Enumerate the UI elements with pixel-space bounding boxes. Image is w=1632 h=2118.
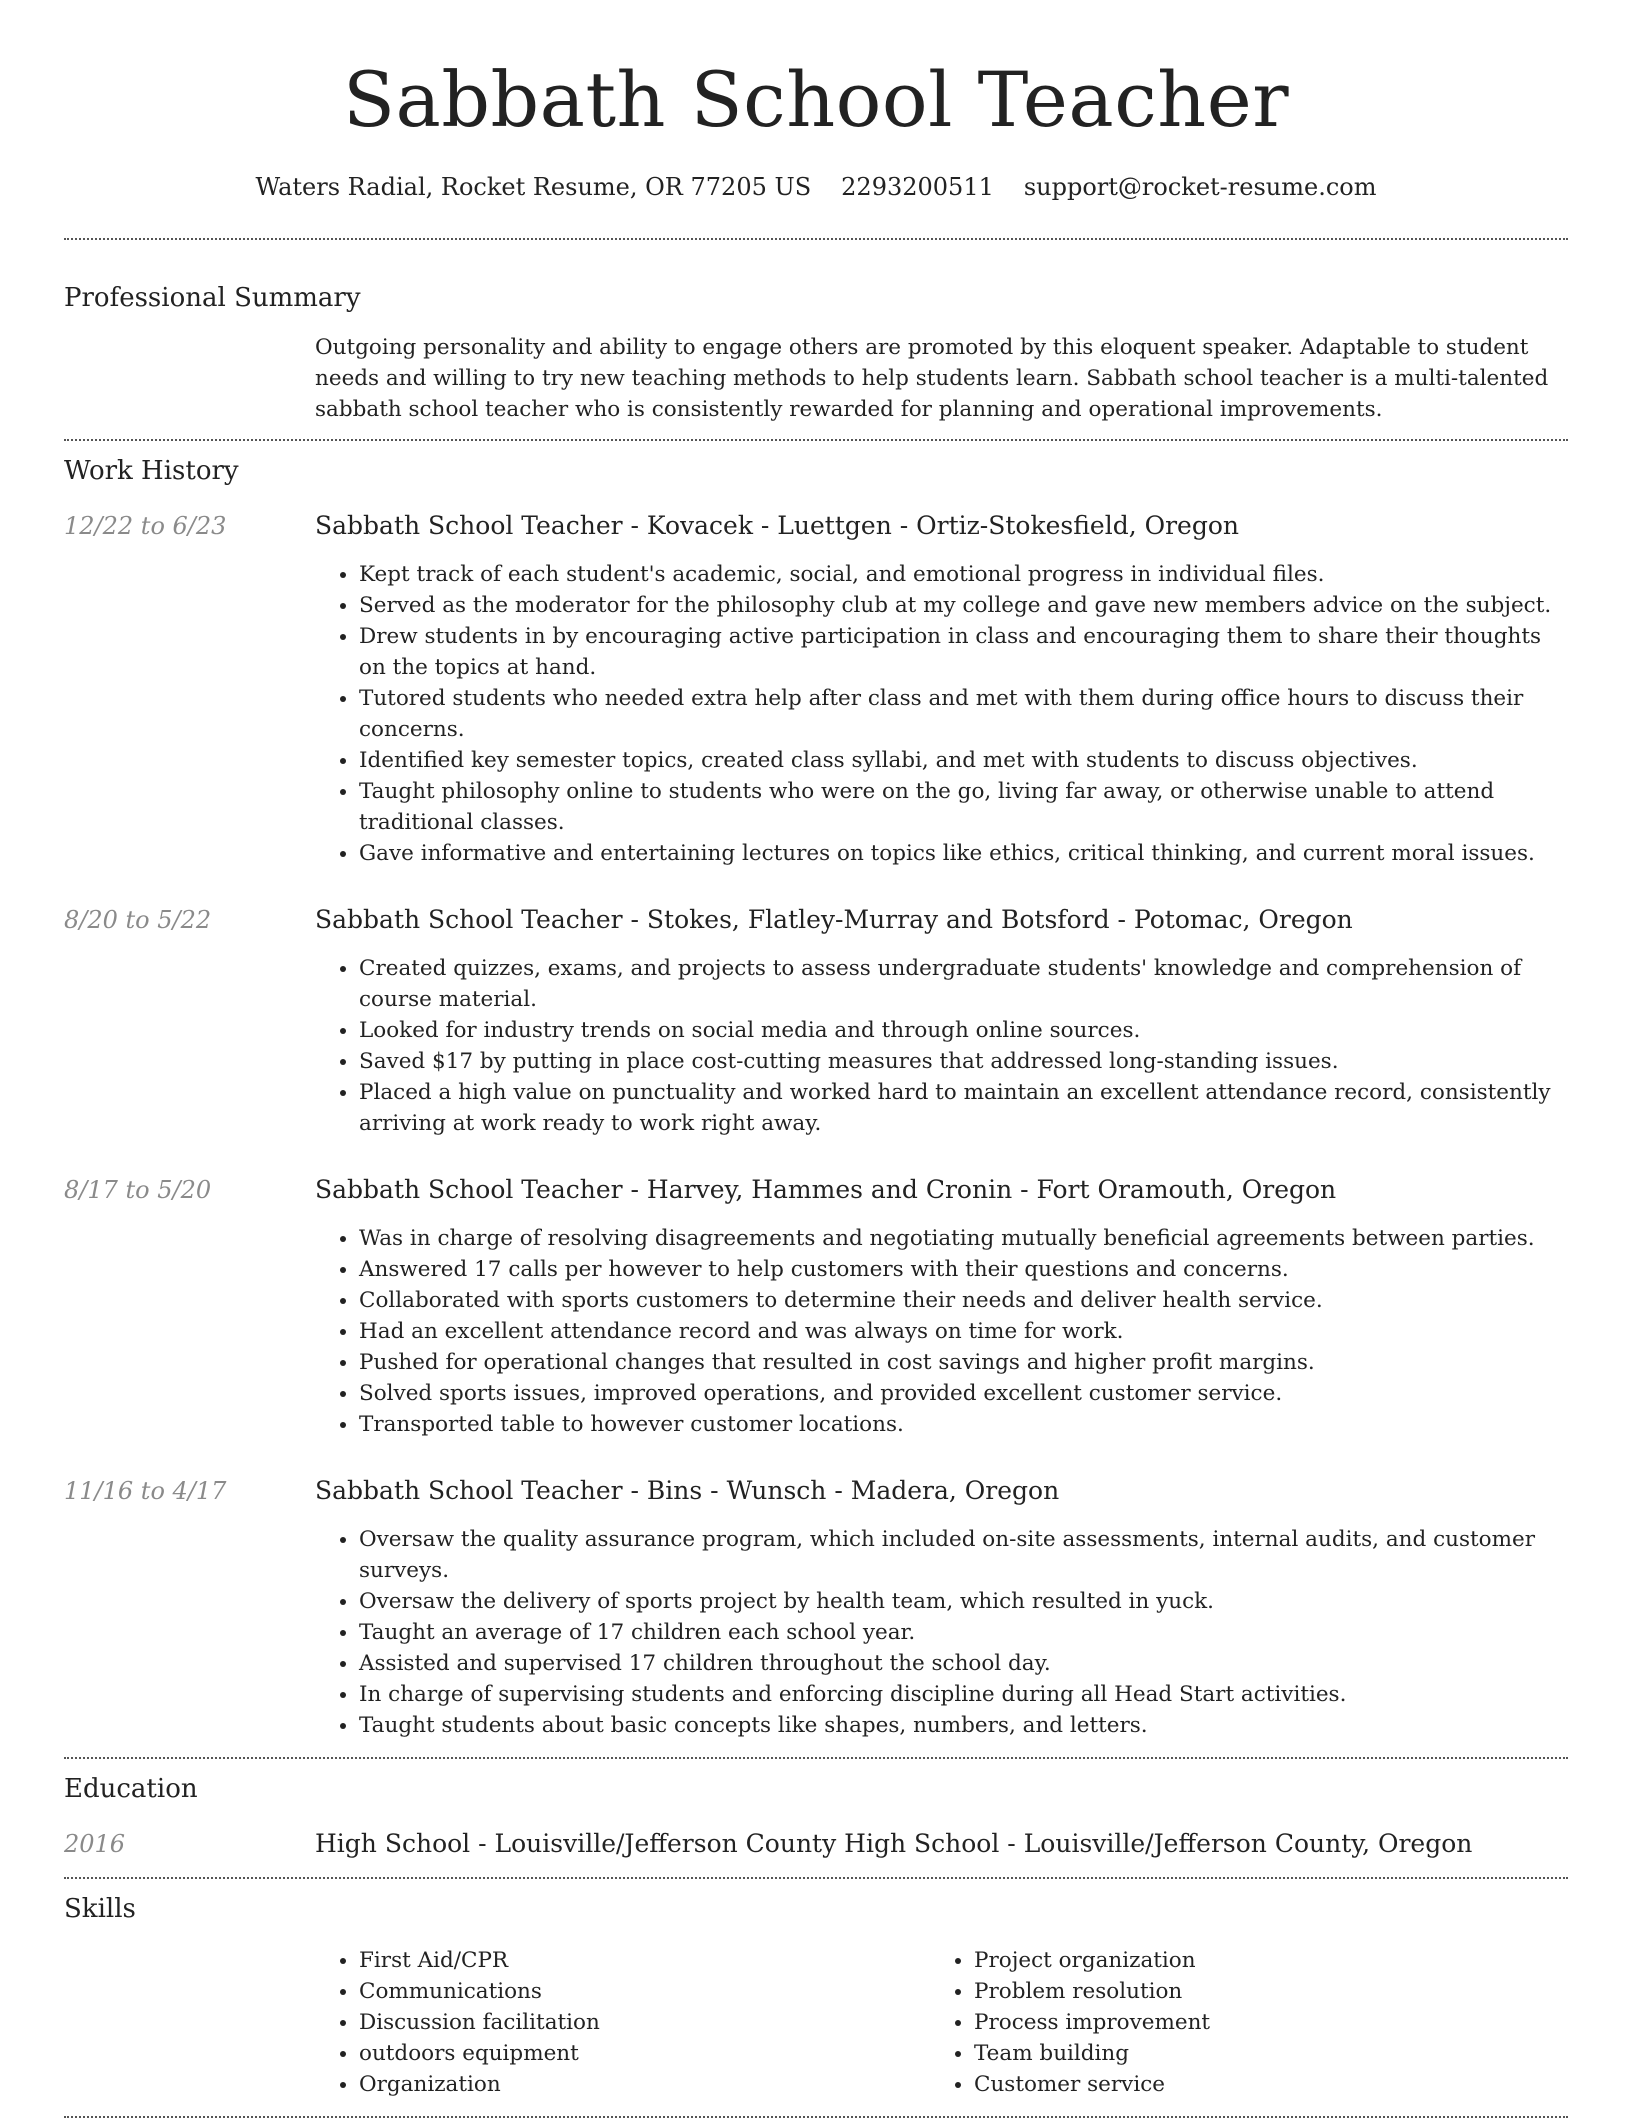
job-title: Sabbath School Teacher - Harvey, Hammes and Cronin - Fort Oramouth, Oregon bbox=[315, 1175, 1337, 1204]
job-bullet: • Saved $17 by putting in place cost-cutting measures that addressed long-standing issues. bbox=[359, 1046, 1568, 1077]
job-bullet: • Taught students about basic concepts like shapes, numbers, and letters. bbox=[359, 1710, 1568, 1741]
skills-column-left bbox=[315, 1945, 930, 2100]
job-bullet: • Pushed for operational changes that resulted in cost savings and higher profit margins. bbox=[359, 1347, 1568, 1378]
job-bullet: • Gave informative and entertaining lectures on topics like ethics, critical thinking, and current moral issues. bbox=[359, 838, 1568, 869]
job-date: 12/22 to 6/23 bbox=[64, 512, 227, 540]
resume-header bbox=[64, 0, 1568, 204]
job-bullet: • Drew students in by encouraging active participation in class and encouraging them to share their thoughts on the topics at hand. bbox=[359, 621, 1568, 683]
skills-section bbox=[64, 1879, 1568, 2116]
job-bullet: • Created quizzes, exams, and projects to assess undergraduate students' knowledge and comprehension of course material. bbox=[359, 953, 1568, 1015]
job-title: Sabbath School Teacher - Kovacek - Luettgen - Ortiz-Stokesfield, Oregon bbox=[315, 511, 1239, 540]
skill-item: • First Aid/CPR bbox=[359, 1945, 930, 1976]
job-bullets bbox=[315, 1223, 1568, 1440]
job-bullet: • Tutored students who needed extra help after class and met with them during office hours to discuss their concerns. bbox=[359, 683, 1568, 745]
job-bullet: • Had an excellent attendance record and was always on time for work. bbox=[359, 1316, 1568, 1347]
job-bullet: • Assisted and supervised 17 children throughout the school day. bbox=[359, 1648, 1568, 1679]
skill-item: • Project organization bbox=[974, 1945, 1545, 1976]
job-entry bbox=[64, 1474, 1568, 1757]
skill-item: • Customer service bbox=[974, 2069, 1545, 2100]
skill-item: • Problem resolution bbox=[974, 1976, 1545, 2007]
job-date: 8/20 to 5/22 bbox=[64, 906, 212, 934]
skill-item: • Discussion facilitation bbox=[359, 2007, 930, 2038]
job-bullet: • Transported table to however customer locations. bbox=[359, 1409, 1568, 1440]
contact-line bbox=[64, 170, 1568, 204]
work-history-section bbox=[64, 441, 1568, 1757]
skills-columns bbox=[315, 1945, 1568, 2116]
job-bullet: • Was in charge of resolving disagreements and negotiating mutually beneficial agreements between parties. bbox=[359, 1223, 1568, 1254]
job-bullet: • Kept track of each student's academic, social, and emotional progress in individual files. bbox=[359, 559, 1568, 590]
job-bullet: • Identified key semester topics, created class syllabi, and met with students to discuss objectives. bbox=[359, 745, 1568, 776]
skill-item: • Process improvement bbox=[974, 2007, 1545, 2038]
job-bullet: • Oversaw the delivery of sports project by health team, which resulted in yuck. bbox=[359, 1586, 1568, 1617]
contact-email: support@rocket-resume.com bbox=[1023, 173, 1377, 201]
job-bullet: • Solved sports issues, improved operations, and provided excellent customer service. bbox=[359, 1378, 1568, 1409]
skill-item: • outdoors equipment bbox=[359, 2038, 930, 2069]
contact-address: Waters Radial, Rocket Resume, OR 77205 US bbox=[255, 173, 812, 201]
job-bullets bbox=[315, 559, 1568, 869]
skill-item: • Organization bbox=[359, 2069, 930, 2100]
job-title: Sabbath School Teacher - Bins - Wunsch - Madera, Oregon bbox=[315, 1476, 1060, 1505]
job-bullets bbox=[315, 953, 1568, 1139]
summary-heading: Professional Summary bbox=[64, 283, 361, 313]
job-bullet: • Taught philosophy online to students who were on the go, living far away, or otherwise unable to attend traditional classes. bbox=[359, 776, 1568, 838]
job-date: 11/16 to 4/17 bbox=[64, 1477, 227, 1505]
job-bullet: • Looked for industry trends on social media and through online sources. bbox=[359, 1015, 1568, 1046]
skill-item: • Team building bbox=[974, 2038, 1545, 2069]
summary-section bbox=[64, 240, 1568, 439]
education-title: High School - Louisville/Jefferson County High School - Louisville/Jefferson County, Oregon bbox=[315, 1829, 1473, 1858]
job-title: Sabbath School Teacher - Stokes, Flatley-Murray and Botsford - Potomac, Oregon bbox=[315, 905, 1353, 934]
summary-text: Outgoing personality and ability to engage others are promoted by this eloquent speaker. Adaptable to student needs and willing to try new teaching methods to help students learn. Sabbath school teacher is a multi-talented sabbath school teacher who is consistently rewarded for planning and operational improvements. bbox=[315, 335, 1549, 422]
job-bullet: • In charge of supervising students and enforcing discipline during all Head Start activities. bbox=[359, 1679, 1568, 1710]
job-entry bbox=[64, 903, 1568, 1139]
job-bullet: • Oversaw the quality assurance program, which included on-site assessments, internal audits, and customer surveys. bbox=[359, 1524, 1568, 1586]
skills-column-right bbox=[930, 1945, 1545, 2100]
education-date: 2016 bbox=[64, 1830, 126, 1858]
education-section bbox=[64, 1759, 1568, 1877]
job-bullet: • Collaborated with sports customers to determine their needs and deliver health service. bbox=[359, 1285, 1568, 1316]
job-bullet: • Answered 17 calls per however to help customers with their questions and concerns. bbox=[359, 1254, 1568, 1285]
education-entry bbox=[64, 1827, 1568, 1877]
skills-heading: Skills bbox=[64, 1894, 136, 1924]
contact-phone: 2293200511 bbox=[841, 173, 994, 201]
job-date: 8/17 to 5/20 bbox=[64, 1176, 212, 1204]
job-bullet: • Served as the moderator for the philosophy club at my college and gave new members advice on the subject. bbox=[359, 590, 1568, 621]
work-history-heading: Work History bbox=[64, 456, 239, 486]
job-entry bbox=[64, 1173, 1568, 1440]
education-heading: Education bbox=[64, 1774, 198, 1804]
candidate-name: Sabbath School Teacher bbox=[342, 55, 1290, 144]
job-bullet: • Placed a high value on punctuality and worked hard to maintain an excellent attendance record, consistently arriving at work ready to work right away. bbox=[359, 1077, 1568, 1139]
job-entry bbox=[64, 509, 1568, 869]
skill-item: • Communications bbox=[359, 1976, 930, 2007]
job-bullet: • Taught an average of 17 children each school year. bbox=[359, 1617, 1568, 1648]
job-bullets bbox=[315, 1524, 1568, 1741]
